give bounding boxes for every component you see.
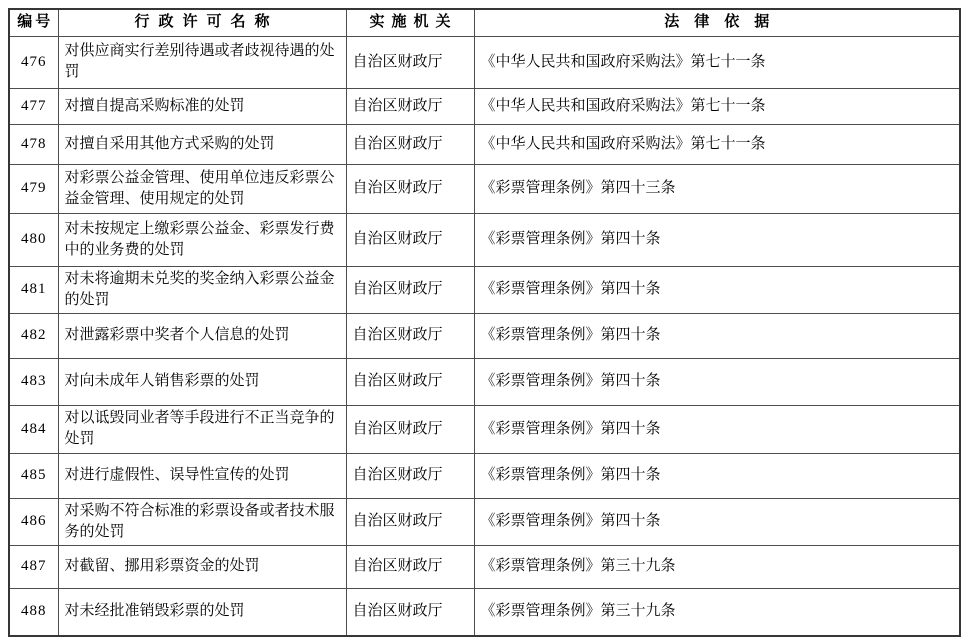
cell-permit-name: 对擅自采用其他方式采购的处罚 [58, 124, 346, 164]
cell-id: 481 [9, 266, 58, 313]
cell-agency: 自治区财政厅 [346, 266, 474, 313]
table-row [9, 313, 960, 358]
cell-permit-name: 对以诋毁同业者等手段进行不正当竞争的处罚 [58, 405, 346, 453]
cell-legal-basis: 《彩票管理条例》第四十条 [474, 313, 960, 358]
cell-agency: 自治区财政厅 [346, 164, 474, 213]
cell-permit-name: 对未将逾期未兑奖的奖金纳入彩票公益金的处罚 [58, 266, 346, 313]
cell-permit-name: 对供应商实行差别待遇或者歧视待遇的处罚 [58, 36, 346, 88]
cell-permit-name: 对截留、挪用彩票资金的处罚 [58, 545, 346, 588]
cell-permit-name: 对进行虚假性、误导性宣传的处罚 [58, 453, 346, 498]
cell-id: 483 [9, 358, 58, 405]
column-header-agency: 实施机关 [346, 9, 474, 36]
cell-agency: 自治区财政厅 [346, 588, 474, 636]
table-row [9, 588, 960, 636]
table-row [9, 453, 960, 498]
cell-agency: 自治区财政厅 [346, 498, 474, 545]
cell-agency: 自治区财政厅 [346, 36, 474, 88]
cell-agency: 自治区财政厅 [346, 545, 474, 588]
cell-permit-name: 对擅自提高采购标准的处罚 [58, 88, 346, 124]
table-row [9, 545, 960, 588]
cell-legal-basis: 《彩票管理条例》第四十三条 [474, 164, 960, 213]
column-header-legal-basis: 法律依据 [474, 9, 960, 36]
cell-id: 482 [9, 313, 58, 358]
cell-id: 476 [9, 36, 58, 88]
cell-legal-basis: 《中华人民共和国政府采购法》第七十一条 [474, 88, 960, 124]
cell-agency: 自治区财政厅 [346, 124, 474, 164]
cell-legal-basis: 《彩票管理条例》第四十条 [474, 405, 960, 453]
table-row [9, 164, 960, 213]
table-row [9, 405, 960, 453]
table-row [9, 88, 960, 124]
table-row [9, 498, 960, 545]
cell-legal-basis: 《彩票管理条例》第三十九条 [474, 545, 960, 588]
cell-id: 484 [9, 405, 58, 453]
cell-permit-name: 对未经批准销毁彩票的处罚 [58, 588, 346, 636]
cell-agency: 自治区财政厅 [346, 88, 474, 124]
column-header-id: 编号 [9, 9, 58, 36]
cell-legal-basis: 《彩票管理条例》第四十条 [474, 498, 960, 545]
cell-permit-name: 对向未成年人销售彩票的处罚 [58, 358, 346, 405]
cell-id: 477 [9, 88, 58, 124]
cell-legal-basis: 《彩票管理条例》第四十条 [474, 213, 960, 266]
table-header-row [9, 9, 960, 36]
cell-id: 488 [9, 588, 58, 636]
cell-id: 485 [9, 453, 58, 498]
cell-id: 479 [9, 164, 58, 213]
cell-legal-basis: 《彩票管理条例》第四十条 [474, 453, 960, 498]
cell-permit-name: 对采购不符合标准的彩票设备或者技术服务的处罚 [58, 498, 346, 545]
column-header-permit-name: 行政许可名称 [58, 9, 346, 36]
cell-id: 487 [9, 545, 58, 588]
cell-permit-name: 对彩票公益金管理、使用单位违反彩票公益金管理、使用规定的处罚 [58, 164, 346, 213]
cell-legal-basis: 《彩票管理条例》第三十九条 [474, 588, 960, 636]
cell-agency: 自治区财政厅 [346, 358, 474, 405]
cell-id: 480 [9, 213, 58, 266]
cell-agency: 自治区财政厅 [346, 405, 474, 453]
table-row [9, 124, 960, 164]
cell-permit-name: 对未按规定上缴彩票公益金、彩票发行费中的业务费的处罚 [58, 213, 346, 266]
cell-legal-basis: 《中华人民共和国政府采购法》第七十一条 [474, 36, 960, 88]
table-row [9, 213, 960, 266]
cell-legal-basis: 《彩票管理条例》第四十条 [474, 266, 960, 313]
cell-agency: 自治区财政厅 [346, 313, 474, 358]
table-row [9, 358, 960, 405]
cell-agency: 自治区财政厅 [346, 453, 474, 498]
cell-legal-basis: 《中华人民共和国政府采购法》第七十一条 [474, 124, 960, 164]
cell-id: 478 [9, 124, 58, 164]
cell-id: 486 [9, 498, 58, 545]
table-row [9, 36, 960, 88]
table-row [9, 266, 960, 313]
cell-legal-basis: 《彩票管理条例》第四十条 [474, 358, 960, 405]
cell-permit-name: 对泄露彩票中奖者个人信息的处罚 [58, 313, 346, 358]
cell-agency: 自治区财政厅 [346, 213, 474, 266]
administrative-permits-table [8, 8, 961, 637]
